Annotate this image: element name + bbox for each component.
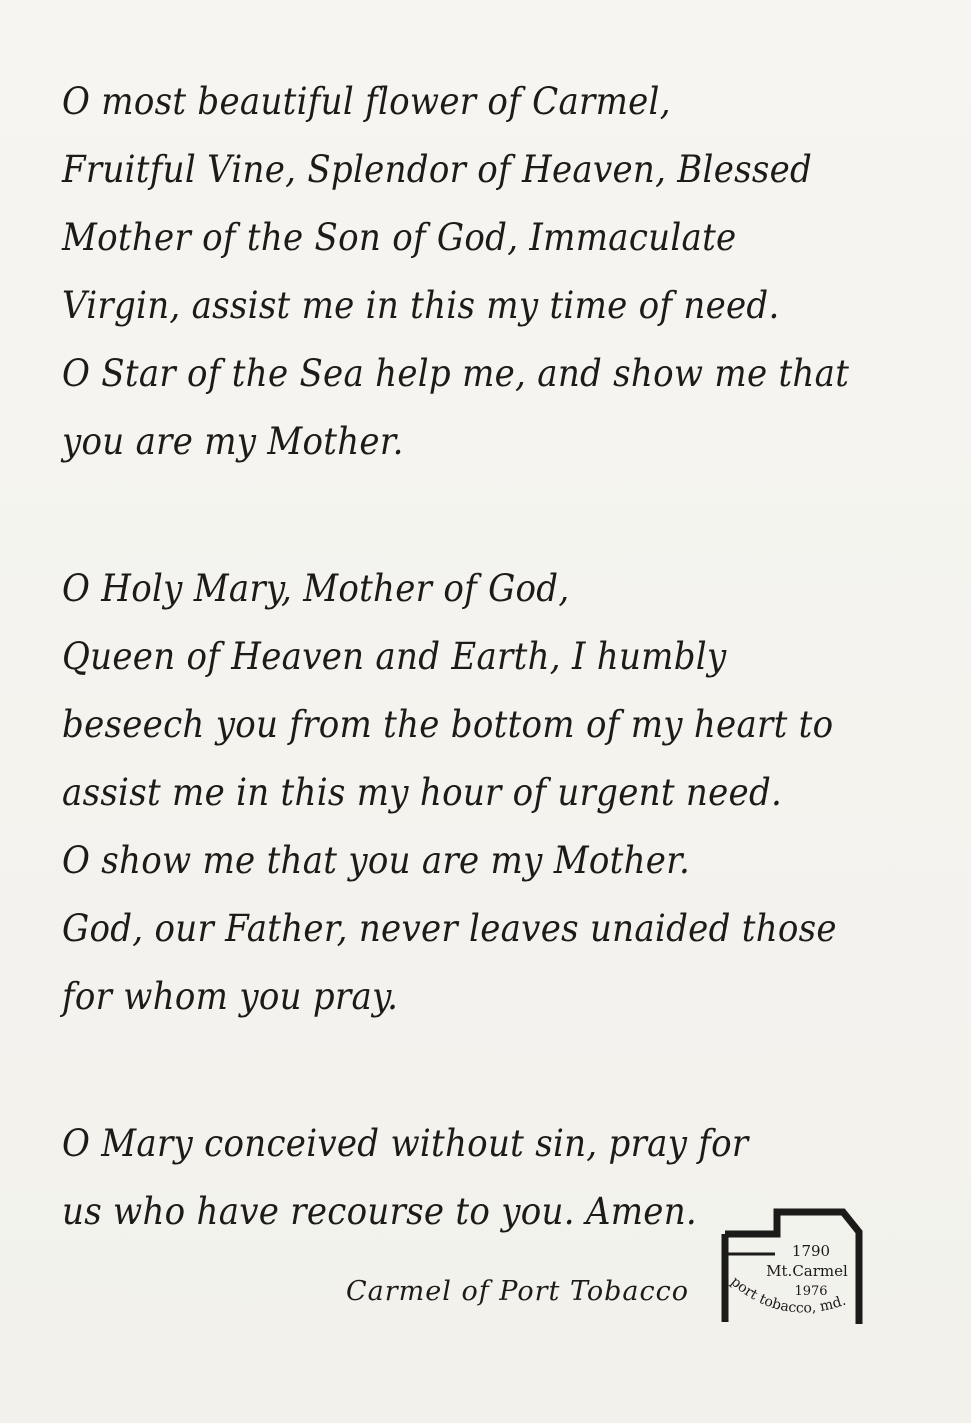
- prayer-line: O Holy Mary, Mother of God,: [62, 567, 570, 610]
- prayer-line: us who have recourse to you. Amen.: [62, 1190, 698, 1233]
- prayer-line: O show me that you are my Mother.: [62, 839, 691, 882]
- signature: Carmel of Port Tobacco: [346, 1276, 690, 1307]
- prayer-line: Mother of the Son of God, Immaculate: [62, 216, 737, 259]
- seal-place: port tobacco, md.: [727, 1273, 849, 1317]
- prayer-line: Queen of Heaven and Earth, I humbly: [62, 635, 727, 678]
- prayer-paragraph-2: [62, 555, 912, 1031]
- prayer-line: Virgin, assist me in this my time of need.: [62, 284, 780, 327]
- seal-graphic: [715, 1202, 875, 1342]
- prayer-line: you are my Mother.: [62, 420, 404, 463]
- seal-year-top: 1790: [791, 1242, 831, 1260]
- prayer-line: O Star of the Sea help me, and show me that: [62, 352, 850, 395]
- prayer-line: assist me in this my hour of urgent need.: [62, 771, 783, 814]
- seal-year-bottom: 1976: [794, 1284, 828, 1299]
- prayer-text: [62, 68, 912, 1325]
- seal-name: Mt.Carmel: [766, 1262, 848, 1280]
- prayer-line: Fruitful Vine, Splendor of Heaven, Blessed: [62, 148, 813, 191]
- prayer-line: O Mary conceived without sin, pray for: [62, 1122, 749, 1165]
- prayer-line: beseech you from the bottom of my heart to: [62, 703, 834, 746]
- prayer-paragraph-1: [62, 68, 912, 476]
- prayer-line: for whom you pray.: [62, 975, 399, 1018]
- mt-carmel-building-seal-icon: [715, 1202, 875, 1342]
- prayer-line: God, our Father, never leaves unaided those: [62, 907, 837, 950]
- prayer-line: O most beautiful flower of Carmel,: [62, 80, 671, 123]
